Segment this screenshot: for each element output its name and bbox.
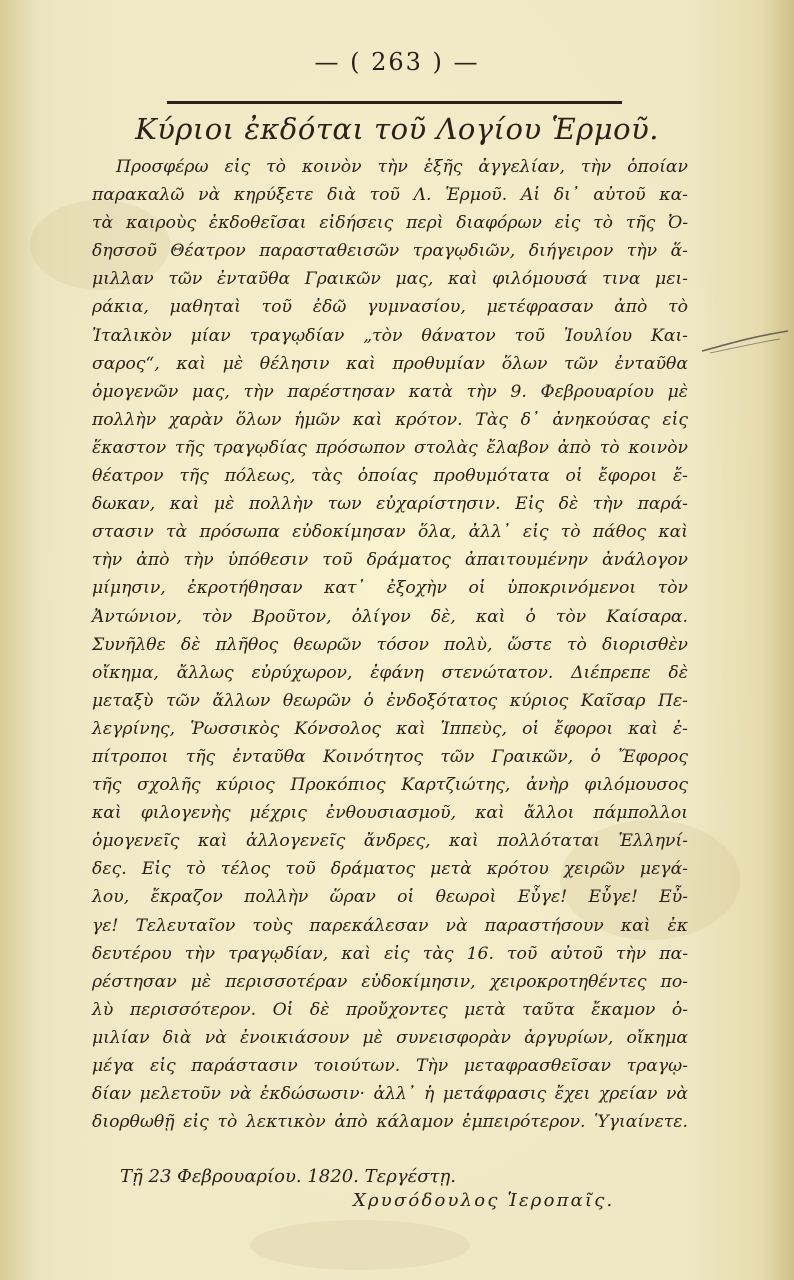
text-line: ἕκαστον τῆς τραγῳδίας πρόσωπον στολὰς ἔλαβον ἀπὸ τὸ κοινὸν — [92, 437, 688, 458]
text-line: γε! Τελευταῖον τοὺς παρεκάλεσαν νὰ παραστήσουν καὶ ἐκ — [92, 915, 688, 936]
header-rule — [167, 101, 622, 104]
text-line: δες. Εἰς τὸ τέλος τοῦ δράματος μετὰ κρότου χειρῶν μεγά- — [92, 859, 688, 880]
text-line: μίμησιν, ἐκροτήθησαν κατ᾿ ἐξοχὴν οἱ ὑποκρινόμενοι τὸν — [92, 578, 688, 599]
text-line: ρέστησαν μὲ περισσοτέραν εὐδοκίμησιν, χειροκροτηθέντες πο- — [92, 971, 688, 992]
text-line: Προσφέρω εἰς τὸ κοινὸν τὴν ἑξῆς ἀγγελίαν, τὴν ὁποίαν — [116, 157, 688, 177]
text-line: λεγρίνης, Ῥωσσικὸς Κόνσολος καὶ Ἱππεὺς, οἱ ἔφοροι καὶ ἐ- — [92, 718, 688, 739]
text-line: μιλλαν τῶν ἐνταῦθα Γραικῶν μας, καὶ φιλόμουσά τινα μει- — [92, 269, 688, 290]
text-line: μέγα εἰς παράστασιν τοιούτων. Τὴν μεταφρασθεῖσαν τραγῳ- — [92, 1056, 688, 1076]
text-line: παρακαλῶ νὰ κηρύξετε διὰ τοῦ Λ. Ἑρμοῦ. Αἱ δι᾿ αὐτοῦ κα- — [92, 185, 688, 206]
text-line: οἴκημα, ἄλλως εὐρύχωρον, ἐφάνη στενώτατον. Διέπρεπε δὲ — [92, 662, 688, 683]
text-line: μεταξὺ τῶν ἄλλων θεωρῶν ὁ ἐνδοξότατος κύριος Καῖσαρ Πε- — [92, 690, 688, 711]
margin-pencil-mark — [700, 323, 790, 363]
paper-stain — [250, 1220, 470, 1270]
text-line: τῆς σχολῆς κύριος Προκόπιος Καρτζιώτης, ἀνὴρ φιλόμουσος — [92, 775, 688, 796]
text-line: ὁμογενεῖς καὶ ἀλλογενεῖς ἄνδρες, καὶ πολλόταται Ἑλληνί- — [92, 831, 688, 852]
text-line: λου, ἔκραζον πολλὴν ὥραν οἱ θεωροὶ Εὖγε! Εὖγε! Εὖ- — [92, 887, 688, 908]
text-line: δευτέρου τὴν τραγῳδίαν, καὶ εἰς τὰς 16. τοῦ αὐτοῦ τὴν πα- — [92, 943, 688, 964]
text-line: Ἀντώνιον, τὸν Βροῦτον, ὀλίγον δὲ, καὶ ὁ τὸν Καίσαρα. — [92, 606, 688, 627]
text-line: δωκαν, καὶ μὲ πολλὴν των εὐχαρίστησιν. Εἰς δὲ τὴν παρά- — [92, 494, 688, 515]
text-line: Συνῆλθε δὲ πλῆθος θεωρῶν τόσον πολὺ, ὥστε τὸ διορισθὲν — [92, 634, 688, 655]
article-body — [92, 153, 688, 1136]
text-line: ὁμογενῶν μας, τὴν παρέστησαν κατὰ τὴν 9. Φεβρουαρίου μὲ — [92, 381, 688, 402]
text-line: διορθωθῇ εἰς τὸ λεκτικὸν ἀπὸ κάλαμον ἐμπειρότερον. Ὑγιαίνετε. — [92, 1112, 688, 1133]
text-line: λὺ περισσότερον. Οἱ δὲ προὔχοντες μετὰ ταῦτα ἔκαμον ὁ- — [92, 999, 688, 1020]
text-line: θέατρον τῆς πόλεως, τὰς ὁποίας προθυμότατα οἱ ἔφοροι ἔ- — [92, 466, 688, 487]
text-line: ράκια, μαθηταὶ τοῦ ἐδῶ γυμνασίου, μετέφρασαν ἀπὸ τὸ — [92, 297, 688, 318]
text-line: τὰ καιροὺς ἐκδοθεῖσαι εἰδήσεις περὶ διαφόρων εἰς τὸ τῆς Ὀ- — [92, 213, 688, 234]
text-line: Ἰταλικὸν μίαν τραγῳδίαν „τὸν θάνατον τοῦ Ἰουλίου Και- — [92, 325, 688, 346]
date-line: Τῇ 23 Φεβρουαρίου. 1820. Τεργέστῃ. — [120, 1166, 457, 1187]
text-line: πίτροποι τῆς ἐνταῦθα Κοινότητος τῶν Γραικῶν, ὁ Ἔφορος — [92, 746, 688, 767]
text-line: καὶ φιλογενὴς μέχρις ἐνθουσιασμοῦ, καὶ ἄλλοι πάμπολλοι — [92, 803, 688, 824]
text-line: τὴν ἀπὸ τὴν ὑπόθεσιν τοῦ δράματος ἀπαιτουμένην ἀνάλογον — [92, 550, 688, 571]
author-signature: Χρυσόδουλος Ἱεροπαῖς. — [353, 1190, 615, 1211]
text-line: στασιν τὰ πρόσωπα εὐδοκίμησαν ὅλα, ἀλλ᾿ εἰς τὸ πάθος καὶ — [92, 522, 688, 543]
text-line: σαρος“, καὶ μὲ θέλησιν καὶ προθυμίαν ὅλων τῶν ἐνταῦθα — [92, 353, 688, 374]
text-line: πολλὴν χαρὰν ὅλων ἡμῶν καὶ κρότον. Τὰς δ᾿ ἀνηκούσας εἰς — [92, 409, 688, 430]
page-number: — ( 263 ) — — [314, 48, 480, 76]
text-line: μιλίαν διὰ νὰ ἐνοικιάσουν μὲ συνεισφορὰν ἀργυρίων, οἴκημα — [92, 1027, 688, 1048]
text-line: δίαν μελετοῦν νὰ ἐκδώσωσιν· ἀλλ᾿ ἡ μετάφρασις ἔχει χρείαν νὰ — [92, 1084, 688, 1105]
article-heading: Κύριοι ἐκδόται τοῦ Λογίου Ἑρμοῦ. — [135, 112, 659, 146]
text-line: δησσοῦ Θέατρον παρασταθεισῶν τραγῳδιῶν, διήγειρον τὴν ἅ- — [92, 241, 688, 262]
